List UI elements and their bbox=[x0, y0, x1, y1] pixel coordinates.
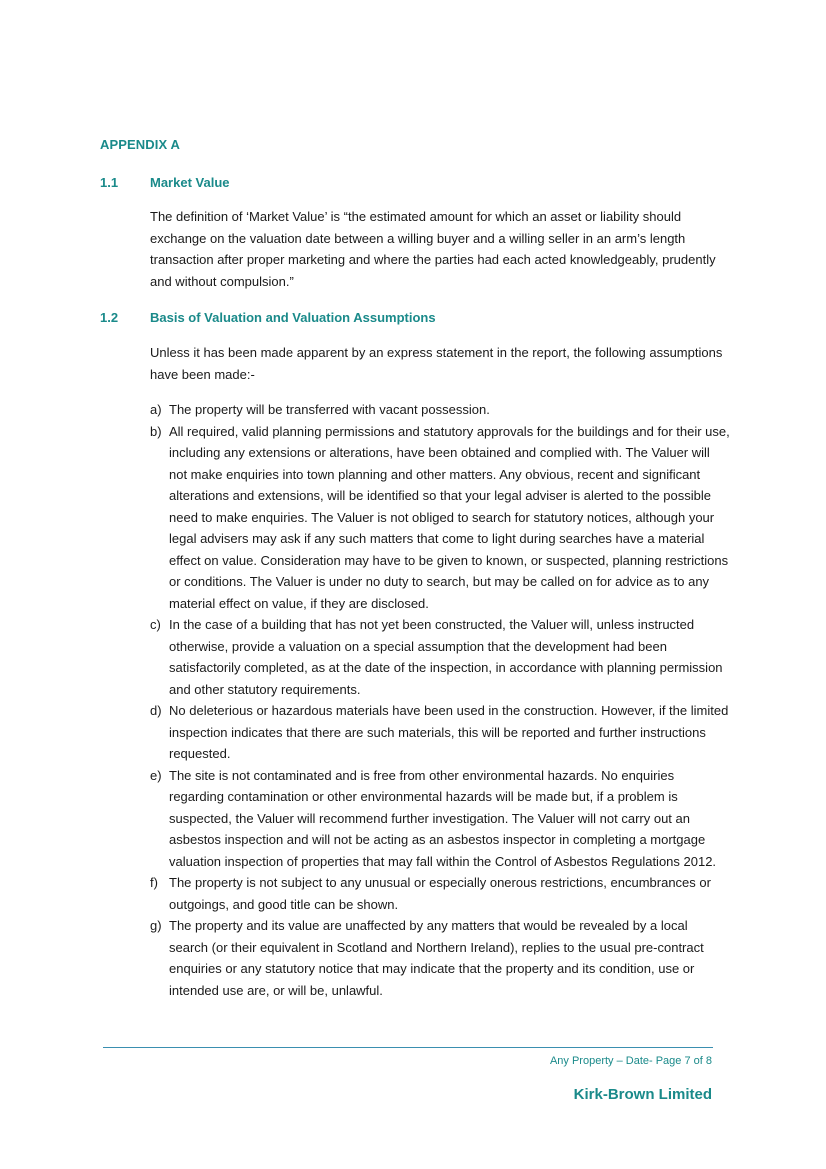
item-letter: a) bbox=[150, 402, 162, 417]
item-letter: e) bbox=[150, 767, 162, 783]
section-title: Market Value bbox=[150, 175, 230, 190]
item-letter: b) bbox=[150, 423, 162, 439]
item-letter: c) bbox=[150, 617, 161, 632]
market-value-definition: The definition of ‘Market Value’ is “the estimated amount for which an asset or liability should exchange on the valuation date between a willing buyer and a willing seller in an arm’s length transaction after proper marketing and where the parties had each acted knowledgeably, prudently and without compulsion.” bbox=[150, 209, 716, 289]
assumptions-list bbox=[150, 399, 730, 1001]
section-heading-basis-of-valuation bbox=[100, 310, 436, 325]
assumption-item bbox=[150, 399, 730, 421]
item-text: In the case of a building that has not yet been constructed, the Valuer will, unless instructed otherwise, provide a valuation on a special assumption that the development had been satisfactorily completed, as at the date of the inspection, in accordance with planning permission and other statutory requirements. bbox=[169, 617, 723, 697]
assumption-item bbox=[150, 614, 730, 700]
section-number: 1.1 bbox=[100, 175, 119, 190]
item-letter: d) bbox=[150, 703, 162, 718]
assumption-item bbox=[150, 421, 730, 615]
item-letter: g) bbox=[150, 918, 162, 933]
item-text: The property is not subject to any unusual or especially onerous restrictions, encumbrances or outgoings, and good title can be shown. bbox=[169, 875, 711, 912]
item-text: The site is not contaminated and is free from other environmental hazards. No enquiries regarding contamination or other environmental hazards will be made but, if a problem is suspected, the Valuer will recommend further investigation. The Valuer will not carry out an asbestos inspection and will not be acting as an asbestos inspector in completing a mortgage valuation inspection of properties that may fall within the Control of Asbestos Regulations 2012. bbox=[169, 767, 717, 869]
section-heading-market-value bbox=[100, 175, 230, 190]
item-letter: f) bbox=[150, 875, 158, 890]
appendix-heading: APPENDIX A bbox=[100, 137, 180, 152]
item-text: The property will be transferred with vacant possession. bbox=[169, 402, 490, 417]
assumption-item bbox=[150, 700, 730, 765]
footer-divider bbox=[103, 1047, 713, 1048]
item-text: The property and its value are unaffected by any matters that would be revealed by a local search (or their equivalent in Scotland and Northern Ireland), replies to the usual pre-contract enquiries or any statutory notice that may indicate that the property and its condition, use or intended use are, or will be, unlawful. bbox=[169, 918, 704, 998]
assumptions-intro: Unless it has been made apparent by an express statement in the report, the following assumptions have been made:- bbox=[150, 345, 723, 382]
assumption-item bbox=[150, 765, 730, 873]
section-number: 1.2 bbox=[100, 310, 119, 325]
item-text: No deleterious or hazardous materials have been used in the construction. However, if the limited inspection indicates that there are such materials, this will be reported and further instructions requested. bbox=[169, 703, 729, 761]
footer-page-reference: Any Property – Date- Page 7 of 8 bbox=[549, 1055, 712, 1067]
footer-company-name: Kirk-Brown Limited bbox=[573, 1086, 712, 1103]
item-text: All required, valid planning permissions and statutory approvals for the buildings and for their use, including any extensions or alterations, have been obtained and complied with. The Valuer will not make enquiries into town planning and other matters. Any obvious, recent and significant alterations and extensions, will be identified so that your legal adviser is alerted to the possible need to make enquiries. The Valuer is not obliged to search for statutory notices, although your legal advisers may ask if any such matters that come to light during searches have a material effect on value. Consideration may have to be given to known, or suspected, planning restrictions or conditions. The Valuer is under no duty to search, but may be called on for advice as to any material effect on value, if they are disclosed. bbox=[169, 423, 730, 611]
assumption-item bbox=[150, 872, 730, 915]
section-title: Basis of Valuation and Valuation Assumptions bbox=[150, 310, 436, 325]
assumption-item bbox=[150, 915, 730, 1001]
